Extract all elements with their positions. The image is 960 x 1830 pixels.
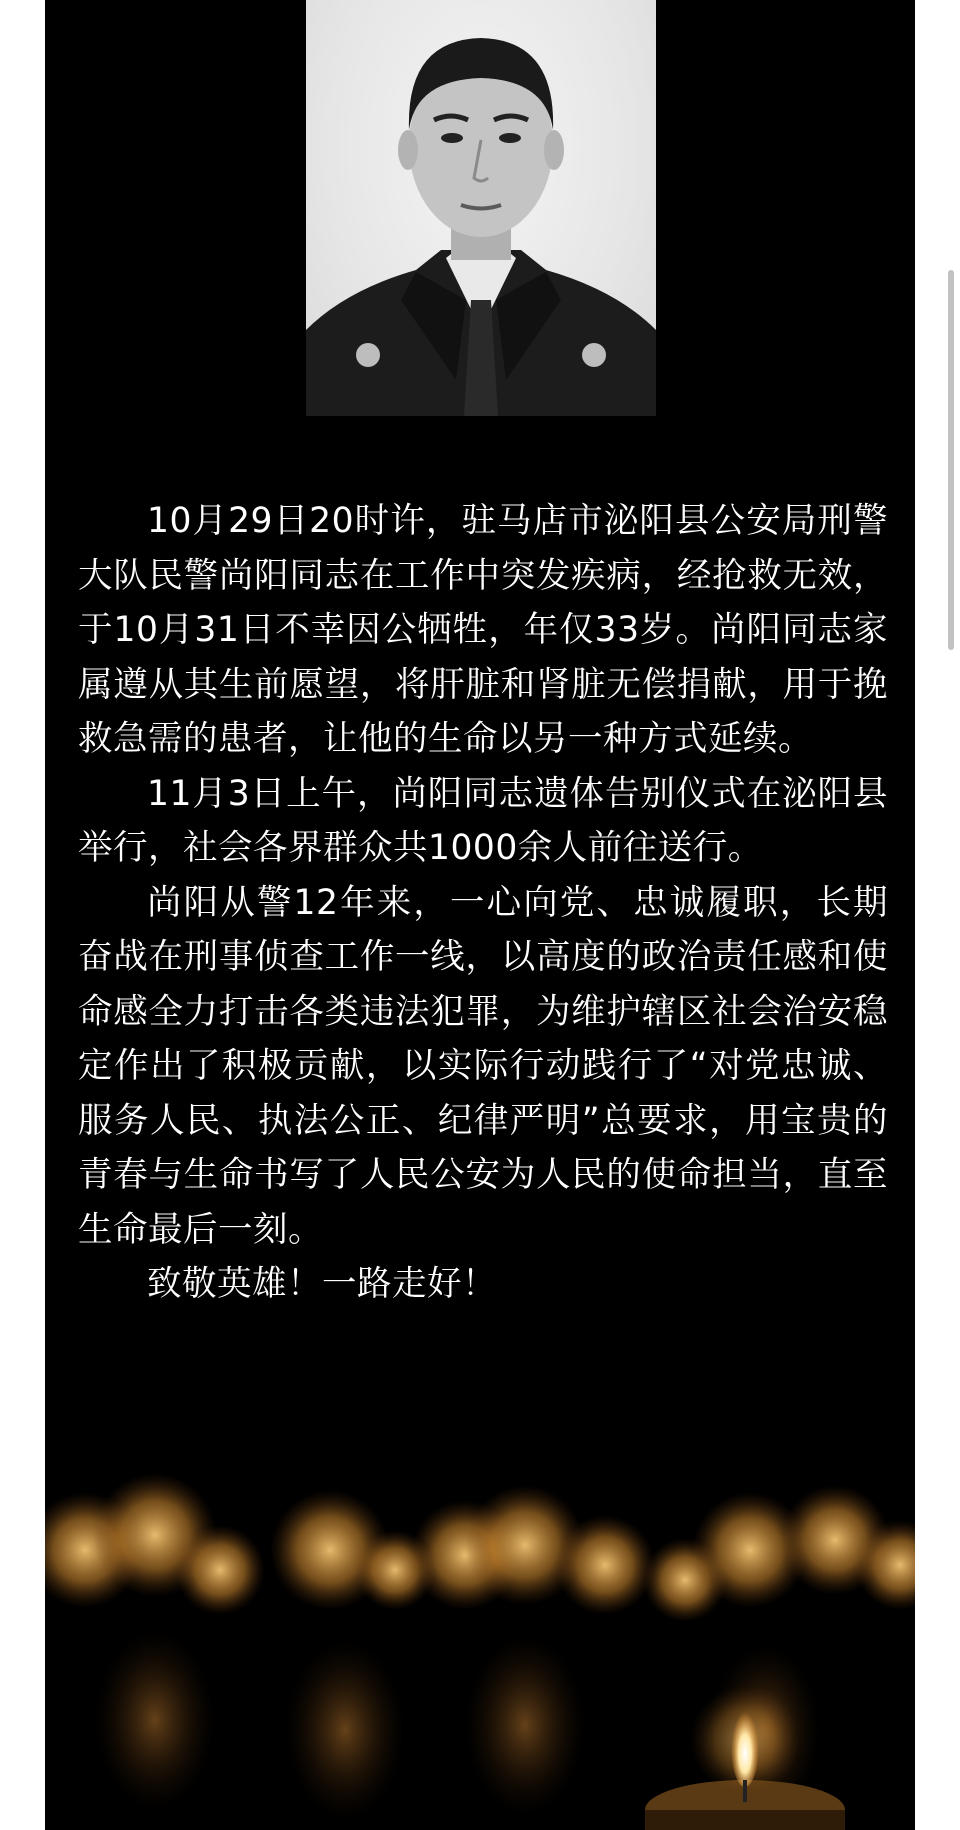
paragraph-3: 尚阳从警12年来，一心向党、忠诚履职，长期奋战在刑事侦查工作一线，以高度的政治责任感和使命感全力打击各类违法犯罪，为维护辖区社会治安稳定作出了积极贡献，以实际行动践行了“对党忠诚、服务人民、执法公正、纪律严明”总要求，用宝贵的青春与生命书写了人民公安为人民的使命担当，直至生命最后一刻。	[78, 882, 888, 1250]
candle-light-icon	[45, 1440, 915, 1830]
paragraph-4: 致敬英雄！一路走好！	[147, 1264, 497, 1304]
memorial-article	[45, 0, 915, 1830]
paragraph-2: 11月3日上午，尚阳同志遗体告别仪式在泌阳县举行，社会各界群众共1000余人前往送行。	[78, 773, 888, 868]
memorial-portrait	[306, 0, 656, 416]
article-body	[78, 494, 888, 1312]
scrollbar[interactable]	[948, 270, 954, 650]
portrait-illustration	[306, 0, 656, 416]
paragraph-1: 10月29日20时许，驻马店市泌阳县公安局刑警大队民警尚阳同志在工作中突发疾病，经抢救无效，于10月31日不幸因公牺牲，年仅33岁。尚阳同志家属遵从其生前愿望，将肝脏和肾脏无偿捐献，用于挽救急需的患者，让他的生命以另一种方式延续。	[78, 501, 888, 759]
